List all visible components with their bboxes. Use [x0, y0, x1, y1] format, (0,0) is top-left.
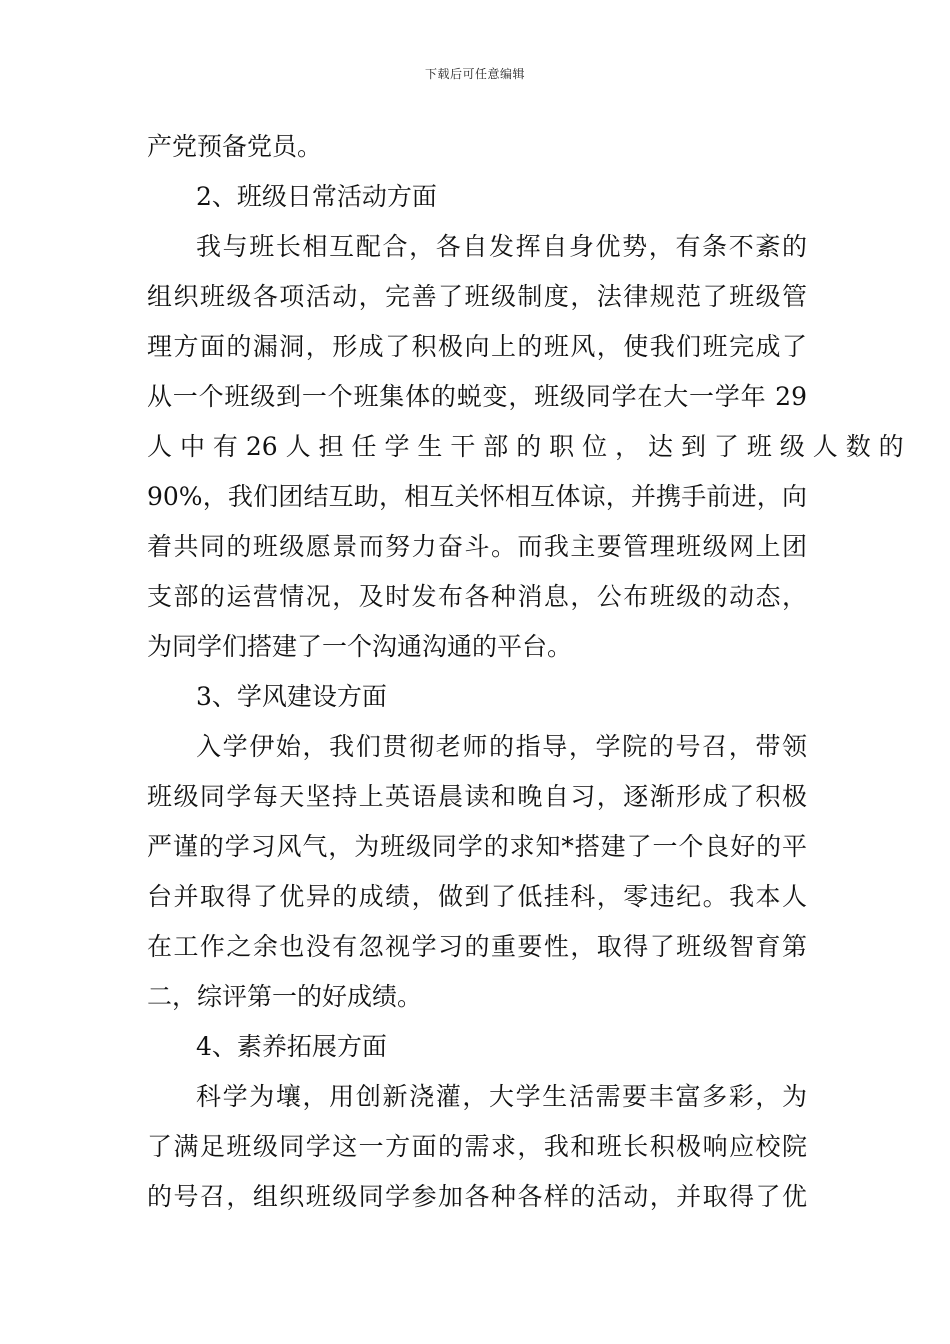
text-line: 组织班级各项活动，完善了班级制度，法律规范了班级管 — [147, 282, 807, 311]
text-line: 班级同学每天坚持上英语晨读和晚自习，逐渐形成了积极 — [147, 782, 807, 811]
text-line: 科学为壤，用创新浇灌，大学生活需要丰富多彩，为 — [196, 1082, 807, 1111]
text-line: 了满足班级同学这一方面的需求，我和班长积极响应校院 — [147, 1132, 807, 1161]
text-line: 二，综评第一的好成绩。 — [147, 982, 423, 1011]
text-line: 着共同的班级愿景而努力奋斗。而我主要管理班级网上团 — [147, 532, 807, 561]
text-line: 为同学们搭建了一个沟通沟通的平台。 — [147, 632, 573, 661]
section-heading: 3、学风建设方面 — [196, 682, 387, 711]
text-line: 的号召，组织班级同学参加各种各样的活动，并取得了优 — [147, 1182, 807, 1211]
text-line: 入学伊始，我们贯彻老师的指导，学院的号召，带领 — [196, 732, 807, 761]
text-line: 在工作之余也没有忽视学习的重要性，取得了班级智育第 — [147, 932, 807, 961]
text-line: 产党预备党员。 — [147, 132, 323, 161]
text-line: 从一个班级到一个班集体的蜕变，班级同学在大一学年 29 — [147, 382, 807, 411]
text-line: 支部的运营情况，及时发布各种消息，公布班级的动态， — [147, 582, 807, 611]
text-line: 台并取得了优异的成绩，做到了低挂科，零违纪。我本人 — [147, 882, 807, 911]
text-line: 我与班长相互配合，各自发挥自身优势，有条不紊的 — [196, 232, 807, 261]
text-line: 90%，我们团结互助，相互关怀相互体谅，并携手前进，向 — [147, 482, 807, 511]
section-heading: 2、班级日常活动方面 — [196, 182, 437, 211]
text-line: 严谨的学习风气，为班级同学的求知*搭建了一个良好的平 — [147, 832, 807, 861]
page-header: 下载后可任意编辑 — [424, 67, 525, 81]
text-line: 理方面的漏洞，形成了积极向上的班风，使我们班完成了 — [147, 332, 807, 361]
text-line: 人 中 有 26 人 担 任 学 生 干 部 的 职 位 ， 达 到 了 班 级 人 数 的 — [147, 432, 904, 461]
section-heading: 4、素养拓展方面 — [196, 1032, 387, 1061]
